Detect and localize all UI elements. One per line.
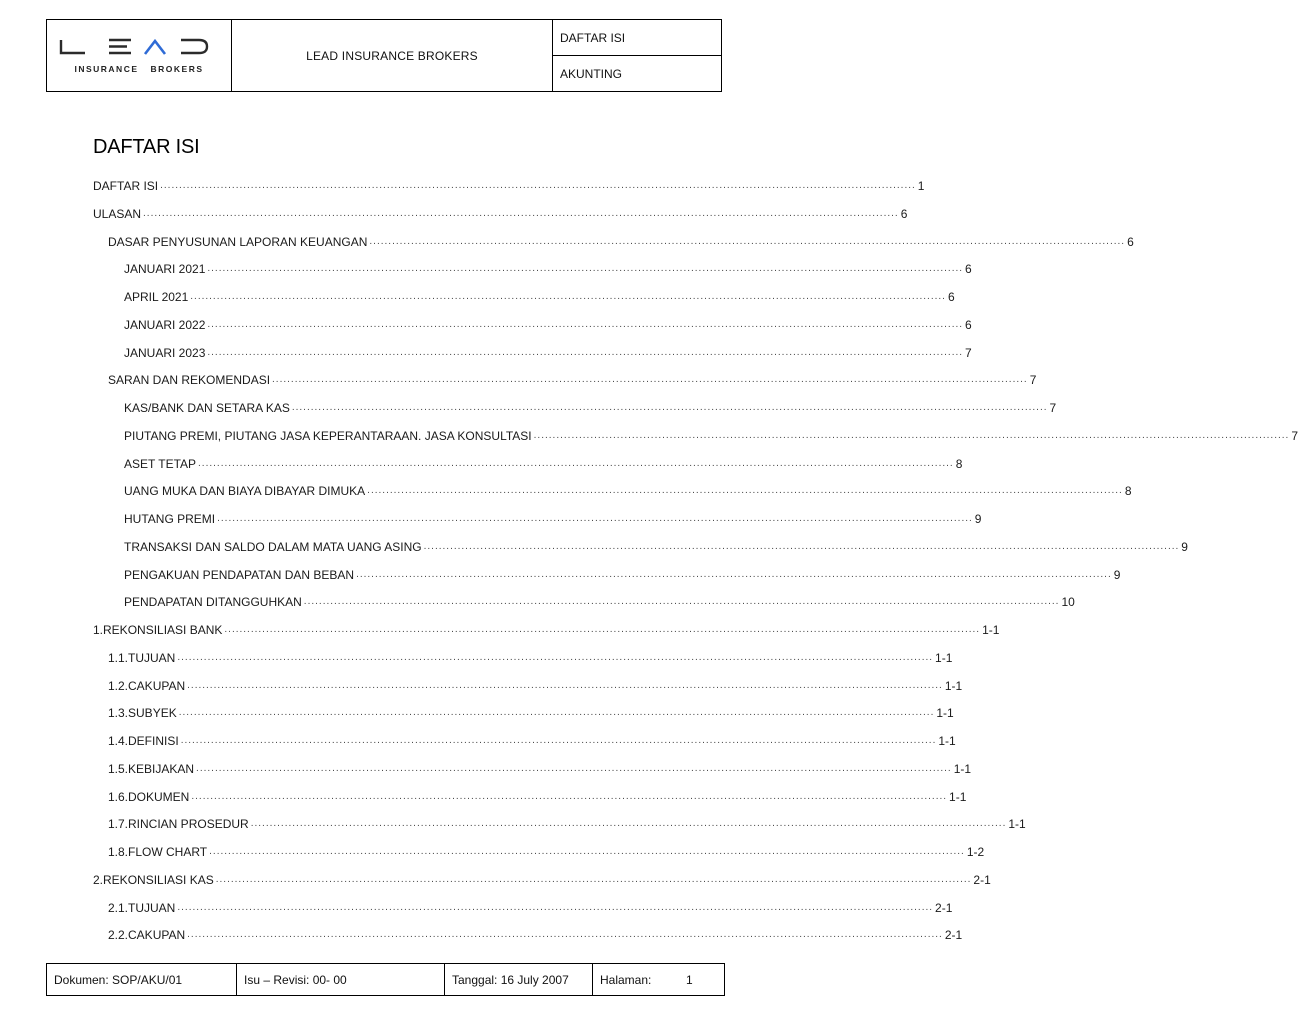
toc-entry-label: KEBIJAKAN (128, 761, 195, 776)
header-department: AKUNTING (560, 66, 623, 81)
toc-entry-page: 6 (965, 262, 972, 277)
toc-dot-leader: ........................................................................................................................................................................................................ (187, 679, 943, 691)
toc-entry-label: CAKUPAN (128, 928, 186, 943)
company-logo (47, 20, 232, 91)
toc-entry[interactable] (93, 283, 955, 311)
toc-entry[interactable] (93, 311, 972, 339)
toc-entry-label: PIUTANG PREMI, PIUTANG JASA KEPERANTARAAN. JASA KONSULTASI (124, 428, 532, 443)
toc-entry-page: 1-1 (1008, 817, 1026, 832)
page-title: DAFTAR ISI (93, 136, 200, 158)
toc-entry-page: 1-1 (936, 706, 954, 721)
footer-page-label: Halaman: (600, 972, 652, 987)
toc-entry[interactable] (93, 366, 1037, 394)
toc-dot-leader: ........................................................................................................................................................................................................ (303, 596, 1060, 608)
toc-entry-page: 10 (1061, 595, 1075, 610)
footer-page-number: 1 (686, 972, 693, 987)
toc-dot-leader: ........................................................................................................................................................................................................ (423, 540, 1180, 552)
toc-entry-label: DEFINISI (128, 734, 179, 748)
toc-entry-page: 6 (900, 206, 908, 221)
document-footer (46, 963, 725, 996)
toc-entry[interactable] (93, 561, 1121, 589)
toc-entry-page: 1 (917, 179, 925, 193)
toc-entry[interactable] (93, 172, 925, 200)
toc-entry[interactable] (93, 699, 954, 727)
toc-entry-label: JANUARI 2022 (124, 317, 206, 332)
footer-date: Tanggal: 16 July 2007 (445, 964, 593, 995)
toc-entry[interactable] (93, 255, 972, 283)
toc-entry[interactable] (93, 894, 953, 922)
toc-entry-label: FLOW CHART (128, 845, 208, 859)
lead-logo-mark (59, 37, 219, 57)
toc-dot-leader: ........................................................................................................................................................................................................ (356, 568, 1112, 580)
toc-dot-leader: ........................................................................................................................................................................................................ (207, 318, 964, 330)
toc-dot-leader: ........................................................................................................................................................................................................ (190, 291, 946, 302)
toc-entry-page: 7 (1029, 373, 1037, 388)
toc-entry-label: DAFTAR ISI (93, 179, 159, 193)
toc-entry[interactable] (93, 533, 1188, 561)
toc-entry-label: PENGAKUAN PENDAPATAN DAN BEBAN (124, 567, 355, 582)
toc-dot-leader: ........................................................................................................................................................................................................ (533, 429, 1290, 441)
toc-entry[interactable] (93, 477, 1132, 505)
toc-entry[interactable] (93, 672, 963, 700)
toc-dot-leader: ........................................................................................................................................................................................................ (187, 929, 943, 941)
toc-entry[interactable] (93, 588, 1075, 616)
toc-entry-page: 6 (965, 317, 972, 332)
toc-entry-number: 2. (93, 872, 104, 887)
toc-entry-label: TUJUAN (128, 650, 176, 665)
toc-dot-leader: ........................................................................................................................................................................................................ (250, 818, 1007, 830)
toc-entry-label: RINCIAN PROSEDUR (128, 817, 249, 832)
logo-subtitle (47, 64, 231, 74)
toc-entry-label: ULASAN (93, 206, 142, 221)
toc-entry[interactable] (93, 921, 963, 949)
toc-entry[interactable] (93, 616, 1000, 644)
toc-entry[interactable] (93, 838, 985, 866)
toc-dot-leader: ........................................................................................................................................................................................................ (217, 513, 973, 524)
toc-entry-label: JANUARI 2023 (124, 345, 206, 360)
toc-entry-page: 6 (947, 290, 955, 304)
header-company-name: LEAD INSURANCE BROKERS (232, 20, 553, 91)
toc-entry-label: HUTANG PREMI (124, 512, 216, 526)
toc-entry-label: ASET TETAP (124, 456, 197, 471)
toc-entry[interactable] (93, 783, 967, 811)
toc-entry-page: 7 (1291, 428, 1298, 443)
toc-entry-page: 9 (1113, 567, 1121, 582)
toc-entry[interactable] (93, 394, 1057, 422)
toc-entry-number: 1.2. (108, 678, 129, 693)
header-section: DAFTAR ISI (553, 20, 721, 56)
toc-entry-page: 7 (1049, 401, 1057, 415)
toc-entry-page: 1-1 (982, 623, 1000, 637)
toc-dot-leader: ........................................................................................................................................................................................................ (191, 790, 948, 802)
toc-entry-label: APRIL 2021 (124, 290, 189, 304)
footer-document-id: Dokumen: SOP/AKU/01 (47, 964, 237, 995)
toc-dot-leader: ........................................................................................................................................................................................................ (177, 651, 934, 663)
toc-dot-leader: ........................................................................................................................................................................................................ (207, 263, 964, 275)
toc-dot-leader: ........................................................................................................................................................................................................ (180, 735, 937, 746)
toc-entry-page: 2-1 (973, 872, 991, 887)
toc-dot-leader: ........................................................................................................................................................................................................ (272, 374, 1028, 386)
toc-dot-leader: ........................................................................................................................................................................................................ (177, 901, 934, 913)
toc-dot-leader: ........................................................................................................................................................................................................ (196, 762, 952, 774)
toc-entry-page: 1-1 (935, 650, 953, 665)
toc-entry-number: 1.3. (108, 706, 129, 721)
toc-dot-leader: ........................................................................................................................................................................................................ (160, 180, 916, 191)
toc-entry[interactable] (93, 200, 908, 228)
toc-entry-number: 1.8. (108, 845, 129, 859)
logo-word-brokers: BROKERS (150, 64, 204, 74)
toc-entry[interactable] (93, 727, 956, 755)
toc-entry[interactable] (93, 810, 1026, 838)
toc-entry-label: UANG MUKA DAN BIAYA DIBAYAR DIMUKA (124, 484, 366, 499)
toc-entry-label: TRANSAKSI DAN SALDO DALAM MATA UANG ASING (124, 539, 422, 554)
toc-entry-page: 2-1 (944, 928, 963, 943)
toc-entry-label: REKONSILIASI KAS (103, 872, 214, 887)
toc-entry-label: TUJUAN (128, 900, 176, 915)
toc-entry-page: 1-1 (949, 789, 967, 804)
logo-word-insurance: INSURANCE (74, 64, 139, 74)
toc-entry-label: DOKUMEN (128, 789, 190, 804)
toc-entry-label: PENDAPATAN DITANGGUHKAN (124, 595, 302, 610)
toc-dot-leader: ........................................................................................................................................................................................................ (369, 235, 1126, 247)
toc-dot-leader: ........................................................................................................................................................................................................ (207, 346, 964, 358)
toc-entry-number: 1.7. (108, 817, 129, 832)
toc-entry[interactable] (93, 755, 972, 783)
toc-entry-page: 1-2 (966, 845, 985, 859)
toc-entry[interactable] (93, 450, 963, 478)
toc-entry[interactable] (93, 866, 991, 894)
footer-revision: Isu – Revisi: 00- 00 (237, 964, 445, 995)
toc-entry-number: 2.2. (108, 928, 129, 943)
toc-entry-page: 9 (1181, 539, 1188, 554)
toc-entry-number: 1.4. (108, 734, 129, 748)
toc-entry-page: 8 (955, 456, 963, 471)
toc-dot-leader: ........................................................................................................................................................................................................ (178, 707, 935, 719)
toc-entry-number: 1.6. (108, 789, 129, 804)
toc-entry-label: KAS/BANK DAN SETARA KAS (124, 401, 290, 415)
toc-entry-page: 9 (974, 512, 982, 526)
toc-dot-leader: ........................................................................................................................................................................................................ (291, 402, 1048, 413)
toc-dot-leader: ........................................................................................................................................................................................................ (367, 485, 1123, 497)
toc-entry-page: 1-1 (944, 678, 963, 693)
toc-entry-page: 1-1 (938, 734, 956, 748)
toc-entry-page: 8 (1124, 484, 1132, 499)
toc-entry-label: JANUARI 2021 (124, 262, 206, 277)
toc-entry-number: 2.1. (108, 900, 129, 915)
toc-dot-leader: ........................................................................................................................................................................................................ (215, 873, 972, 885)
toc-entry-page: 7 (965, 345, 972, 360)
toc-entry[interactable] (93, 422, 1298, 450)
toc-entry-label: CAKUPAN (128, 678, 186, 693)
toc-dot-leader: ........................................................................................................................................................................................................ (224, 624, 981, 635)
footer-page (593, 964, 724, 995)
toc-entry[interactable] (93, 505, 982, 533)
toc-entry[interactable] (93, 339, 972, 367)
toc-entry-label: DASAR PENYUSUNAN LAPORAN KEUANGAN (108, 234, 368, 249)
toc-entry-label: REKONSILIASI BANK (103, 623, 223, 637)
toc-dot-leader: ........................................................................................................................................................................................................ (209, 846, 965, 857)
toc-entry-number: 1.1. (108, 650, 129, 665)
toc-entry-label: SUBYEK (128, 706, 177, 721)
toc-entry-page: 2-1 (935, 900, 953, 915)
toc-entry-number: 1. (93, 623, 104, 637)
header-meta (553, 20, 721, 91)
toc-entry[interactable] (93, 228, 1134, 256)
toc-entry-label: SARAN DAN REKOMENDASI (108, 373, 271, 388)
toc-entry-number: 1.5. (108, 761, 129, 776)
toc-entry-page: 6 (1127, 234, 1134, 249)
toc-dot-leader: ........................................................................................................................................................................................................ (198, 457, 954, 469)
document-header (46, 19, 722, 92)
toc-dot-leader: ........................................................................................................................................................................................................ (143, 207, 899, 219)
toc-entry[interactable] (93, 644, 953, 672)
toc-entry-page: 1-1 (953, 761, 972, 776)
